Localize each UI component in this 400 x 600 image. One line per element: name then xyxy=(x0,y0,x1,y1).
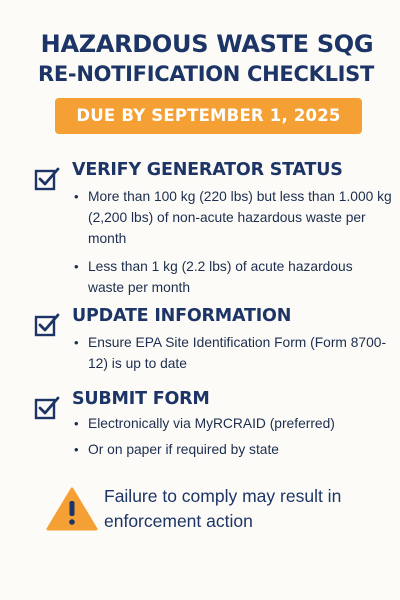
page-title-line2: RE-NOTIFICATION CHECKLIST xyxy=(37,62,375,86)
section-submit-form xyxy=(34,389,390,469)
due-date-banner: DUE BY SEPTEMBER 1, 2025 xyxy=(55,98,362,134)
bullet-text: Or on paper if required by state xyxy=(88,442,279,457)
bullet-text: Less than 1 kg (2.2 lbs) of acute hazardous waste per month xyxy=(88,259,353,295)
section-update-information xyxy=(34,306,390,376)
bullet-dot-icon: • xyxy=(74,442,79,457)
bullet-dot-icon: • xyxy=(74,335,79,350)
bullet-dot-icon: • xyxy=(74,189,79,204)
list-item xyxy=(72,186,392,249)
checkbox-checked-icon xyxy=(34,312,60,338)
list-item xyxy=(72,332,392,374)
section-verify-generator-status xyxy=(34,160,390,300)
page-title-line1: HAZARDOUS WASTE SQG xyxy=(40,30,374,58)
bullet-dot-icon: • xyxy=(74,259,79,274)
list-item xyxy=(72,439,392,460)
bullet-text: Electronically via MyRCRAID (preferred) xyxy=(88,416,335,431)
bullet-text: Ensure EPA Site Identification Form (Form 8700-12) is up to date xyxy=(88,335,387,371)
section-heading: UPDATE INFORMATION xyxy=(72,306,292,326)
list-item xyxy=(72,256,392,298)
section-heading: SUBMIT FORM xyxy=(72,389,210,409)
list-item xyxy=(72,413,392,434)
checkbox-checked-icon xyxy=(34,166,60,192)
warning-triangle-icon xyxy=(46,486,98,532)
warning-text: Failure to comply may result in enforcement action xyxy=(104,486,342,531)
warning-callout xyxy=(46,484,376,536)
bullet-list xyxy=(72,413,392,467)
bullet-dot-icon: • xyxy=(74,416,79,431)
bullet-list xyxy=(72,186,392,305)
bullet-text: More than 100 kg (220 lbs) but less than 1.000 kg (2,200 lbs) of non-acute hazardous waste per month xyxy=(88,189,392,246)
section-heading: VERIFY GENERATOR STATUS xyxy=(72,160,343,180)
checkbox-checked-icon xyxy=(34,395,60,421)
bullet-list xyxy=(72,332,392,381)
